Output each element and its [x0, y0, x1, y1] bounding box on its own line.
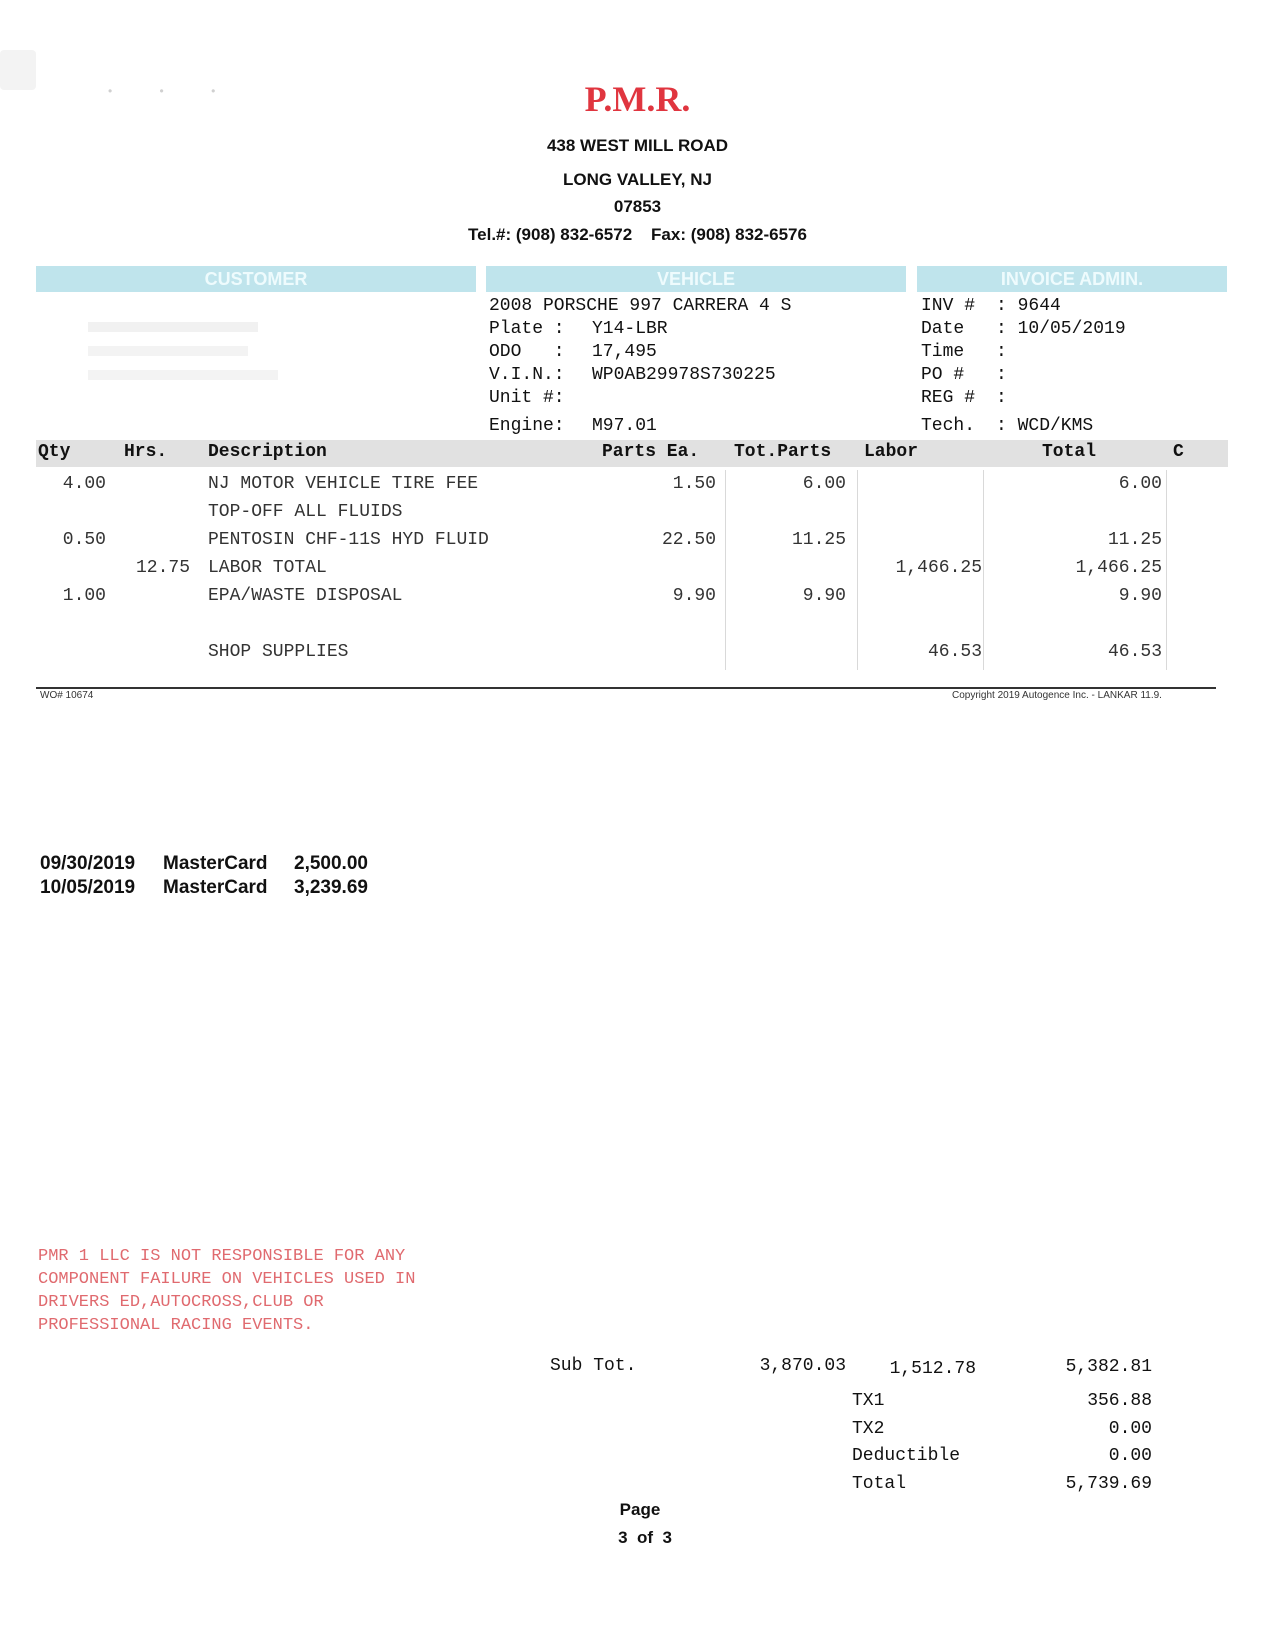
subtotal-label: Sub Tot. [550, 1356, 637, 1376]
company-city-state: LONG VALLEY, NJ [563, 170, 712, 189]
deductible-label: Deductible [852, 1446, 961, 1466]
page-label: Page [619, 1500, 661, 1519]
payment-2-method: MasterCard [163, 877, 268, 898]
vin-value: WP0AB29978S730225 [592, 365, 776, 385]
col-hrs: Hrs. [124, 442, 168, 462]
tx2-value: 0.00 [1108, 1419, 1152, 1439]
po-value: : [996, 365, 1007, 385]
subtotal-parts: 3,870.03 [759, 1356, 846, 1376]
separator-line [725, 470, 726, 670]
company-phones: Tel.#: (908) 832-6572 Fax: (908) 832-6576 [468, 225, 807, 244]
tx1-value: 356.88 [1087, 1391, 1152, 1411]
inv-value: : 9644 [996, 296, 1061, 316]
col-c: C [1173, 442, 1184, 462]
customer-block [88, 318, 288, 390]
payment-1-date: 09/30/2019 [40, 853, 136, 874]
copyright-notice: Copyright 2019 Autogence Inc. - LANKAR 11.9. [952, 690, 1162, 701]
po-label: PO # [921, 365, 965, 385]
item-description: TOP-OFF ALL FLUIDS [208, 502, 403, 522]
item-description: LABOR TOTAL [208, 558, 327, 578]
col-labor: Labor [864, 442, 919, 462]
col-total-parts: Tot.Parts [734, 442, 832, 462]
scan-dots: • • • [108, 84, 238, 98]
payment-2-date: 10/05/2019 [40, 877, 136, 898]
item-total-parts: 9.90 [802, 586, 846, 606]
item-description: SHOP SUPPLIES [208, 642, 349, 662]
separator-line [1166, 470, 1167, 670]
item-total: 46.53 [1107, 642, 1162, 662]
company-address: 438 WEST MILL ROAD [546, 136, 729, 155]
engine-value: M97.01 [592, 416, 657, 436]
odo-value: 17,495 [592, 342, 657, 362]
grand-total-label: Total [852, 1474, 907, 1494]
item-qty: 0.50 [62, 530, 106, 550]
col-parts-each: Parts Ea. [602, 442, 700, 462]
item-labor: 1,466.25 [895, 558, 982, 578]
date-value: : 10/05/2019 [996, 319, 1126, 339]
item-hours: 12.75 [135, 558, 190, 578]
customer-name-faint [88, 322, 258, 332]
col-qty: Qty [38, 442, 71, 462]
time-value: : [996, 342, 1007, 362]
unit-label: Unit #: [489, 388, 565, 408]
work-order-number: WO# 10674 [40, 690, 94, 701]
item-qty: 1.00 [62, 586, 106, 606]
plate-value: Y14-LBR [592, 319, 668, 339]
item-labor: 46.53 [927, 642, 982, 662]
customer-address-faint [88, 346, 248, 356]
payment-1-method: MasterCard [163, 853, 268, 874]
payment-1-amount: 2,500.00 [294, 853, 368, 874]
item-description: EPA/WASTE DISPOSAL [208, 586, 403, 606]
item-description: PENTOSIN CHF-11S HYD FLUID [208, 530, 489, 550]
item-parts-each: 9.90 [672, 586, 716, 606]
tech-value: : WCD/KMS [996, 416, 1094, 436]
item-total: 1,466.25 [1075, 558, 1162, 578]
company-zip: 07853 [613, 197, 662, 216]
items-bottom-rule [36, 687, 1216, 689]
reg-label: REG # [921, 388, 976, 408]
item-total: 6.00 [1118, 474, 1162, 494]
company-name: P.M.R. [584, 79, 691, 119]
engine-label: Engine: [489, 416, 565, 436]
subtotal-total: 5,382.81 [1065, 1357, 1152, 1377]
customer-banner: CUSTOMER [36, 266, 476, 292]
tx1-label: TX1 [852, 1391, 885, 1411]
inv-label: INV # [921, 296, 976, 316]
col-description: Description [208, 442, 327, 462]
item-total: 9.90 [1118, 586, 1162, 606]
separator-line [983, 470, 984, 670]
customer-city-faint [88, 370, 278, 380]
item-total-parts: 6.00 [802, 474, 846, 494]
reg-value: : [996, 388, 1007, 408]
item-description: NJ MOTOR VEHICLE TIRE FEE [208, 474, 479, 494]
payment-2-amount: 3,239.69 [294, 877, 368, 898]
page-count: 3 of 3 [618, 1528, 672, 1547]
subtotal-labor: 1,512.78 [889, 1359, 976, 1379]
plate-label: Plate : [489, 319, 565, 339]
item-qty: 4.00 [62, 474, 106, 494]
odo-label: ODO : [489, 342, 565, 362]
item-parts-each: 22.50 [661, 530, 716, 550]
vehicle-banner: VEHICLE [486, 266, 906, 292]
col-total: Total [1042, 442, 1097, 462]
deductible-value: 0.00 [1108, 1446, 1152, 1466]
disclaimer-text: PMR 1 LLC IS NOT RESPONSIBLE FOR ANY COMPONENT FAILURE ON VEHICLES USED IN DRIVERS ED,AUTOCROSS,CLUB OR PROFESSIONAL RACING EVENTS. [38, 1247, 416, 1335]
tx2-label: TX2 [852, 1419, 885, 1439]
vin-label: V.I.N.: [489, 365, 565, 385]
invoice-admin-banner: INVOICE ADMIN. [917, 266, 1227, 292]
item-total: 11.25 [1107, 530, 1162, 550]
separator-line [857, 470, 858, 670]
grand-total-value: 5,739.69 [1065, 1474, 1152, 1494]
vehicle-description: 2008 PORSCHE 997 CARRERA 4 S [489, 296, 792, 316]
date-label: Date [921, 319, 965, 339]
item-parts-each: 1.50 [672, 474, 716, 494]
tech-label: Tech. [921, 416, 976, 436]
item-total-parts: 11.25 [791, 530, 846, 550]
time-label: Time [921, 342, 965, 362]
